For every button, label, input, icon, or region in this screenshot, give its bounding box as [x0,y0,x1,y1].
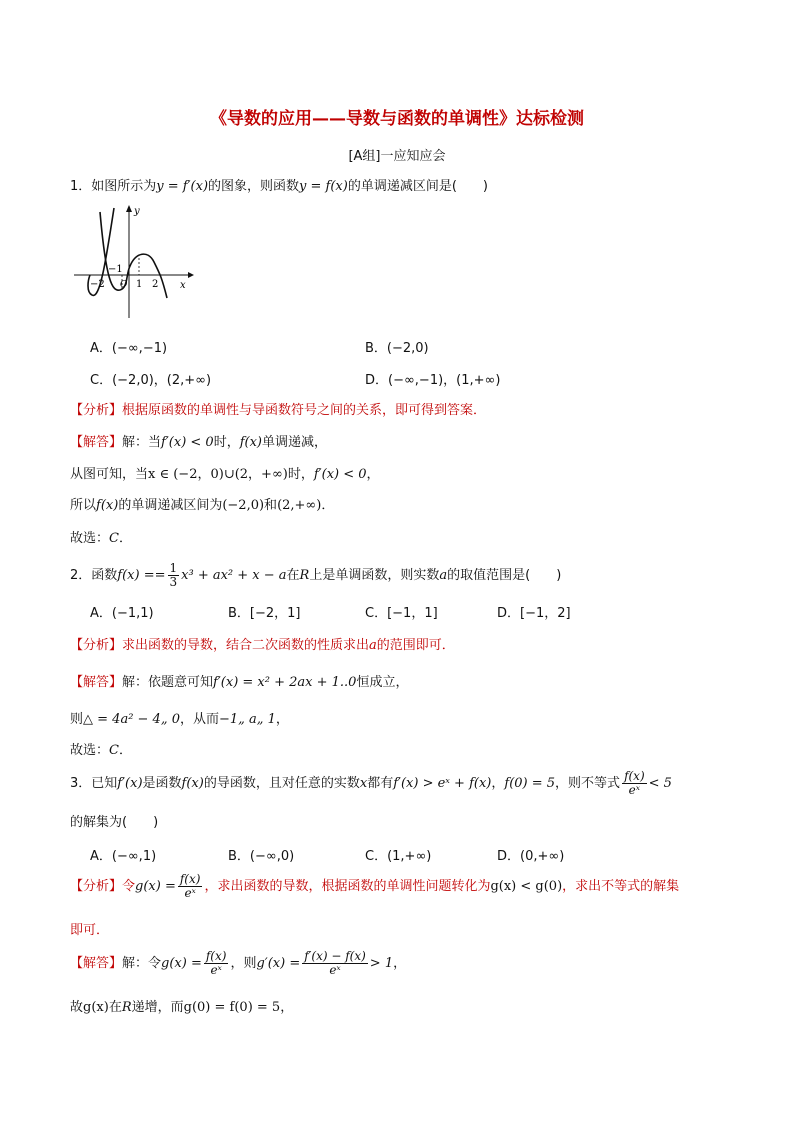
q1-solution-line-3: 所以f(x)的单调递减区间为(−2,0)和(2,+∞)． [70,498,335,513]
q1-stem: 1．如图所示为y = f′(x)的图象，则函数y = f(x)的单调递减区间是( ) [70,179,488,194]
tick-label-minus-1: −1 [108,264,123,275]
q3-option-c[interactable]: C．(1,+∞) [365,849,432,864]
q1-solution-line-1: 【解答】解：当f′(x) < 0时，f(x)单调递减， [70,435,328,450]
q1-option-d[interactable]: D．(−∞,−1)，(1,+∞) [365,373,501,388]
derivative-graph [70,200,200,320]
q3-option-a[interactable]: A．(−∞,1) [90,849,157,864]
q3-analysis-line-2: 即可． [70,923,110,938]
q2-solution-line-2: 则△ = 4a² − 4„ 0，从而−1„ a„ 1， [70,712,289,727]
tick-label-1: 1 [136,279,143,290]
q2-stem: 2．函数f(x) == $\frac{1}{3}$ x³ + ax² + x − a在R上是单调函数，则实数a的取值范围是( ) [70,561,562,589]
q1-option-c[interactable]: C．(−2,0)，(2,+∞) [90,373,212,388]
q2-option-d[interactable]: D．[−1，2] [497,606,571,621]
q2-analysis: 【分析】求出函数的导数，结合二次函数的性质求出a的范围即可． [70,638,455,653]
q1-analysis: 【分析】根据原函数的单调性与导函数符号之间的关系，即可得到答案． [70,403,487,418]
q2-solution-line-1: 【解答】解：依题意可知f′(x) = x² + 2ax + 1..0恒成立， [70,675,409,690]
x-axis-arrow-icon [188,272,194,278]
q3-stem-line-2: 的解集为( ) [70,815,159,830]
q1-option-b[interactable]: B．(−2,0) [365,341,429,356]
q3-analysis-fraction: $\frac{f(x)}{\text{eˣ}}$ [179,872,201,900]
q3-solution-line-1: 【解答】解：令g(x) = $\frac{f(x)}{\text{eˣ}}$ ，则g′(x) = $\frac{f'(x) - f(x)}{\text{eˣ}}$ > 1， [70,949,407,977]
tick-label-minus-2: −2 [90,279,105,290]
tick-label-2: 2 [152,279,159,290]
q3-solution-fraction-2: $\frac{f'(x) - f(x)}{\text{eˣ}}$ [304,949,366,977]
q1-option-a[interactable]: A．(−∞,−1) [90,341,168,356]
q1-solution-line-2: 从图可知，当x ∈ (−2，0)∪(2，+∞)时，f′(x) < 0， [70,467,380,482]
q3-option-b[interactable]: B．(−∞,0) [228,849,295,864]
y-axis-arrow-icon [126,205,132,212]
q2-fraction: $\frac{1}{3}$ [169,561,178,589]
q2-answer: 故选：C． [70,743,132,758]
q3-analysis-line-1: 【分析】令g(x) = $\frac{f(x)}{\text{eˣ}}$ ，求出函数的导数，根据函数的单调性问题转化为g(x) < g(0)，求出不等式的解集 [70,872,680,900]
q3-solution-line-2: 故g(x)在R递增，而g(0) = f(0) = 5， [70,1000,294,1015]
q2-option-c[interactable]: C．[−1，1] [365,606,438,621]
y-label: y [134,206,140,217]
q3-inequality-fraction: $\frac{f(x)}{\text{eˣ}}$ [624,769,645,797]
x-label: x [180,280,186,291]
document-title: 《导数的应用——导数与函数的单调性》达标检测 [210,109,584,129]
q2-option-a[interactable]: A．(−1,1) [90,606,154,621]
q2-option-b[interactable]: B．[−2，1] [228,606,301,621]
origin-label: O [120,280,128,290]
section-subtitle: [A组]一应知应会 [348,149,446,164]
q3-stem-line-1: 3．已知f′(x)是函数f(x)的导函数，且对任意的实数x都有f′(x) > eˣ + f(x)，f(0) = 5，则不等式 $\frac{f(x)}{\text{eˣ}}$ < 5 [70,769,672,797]
q1-answer: 故选：C． [70,531,132,546]
q3-solution-fraction-1: $\frac{f(x)}{\text{eˣ}}$ [205,949,227,977]
q3-option-d[interactable]: D．(0,+∞) [497,849,565,864]
